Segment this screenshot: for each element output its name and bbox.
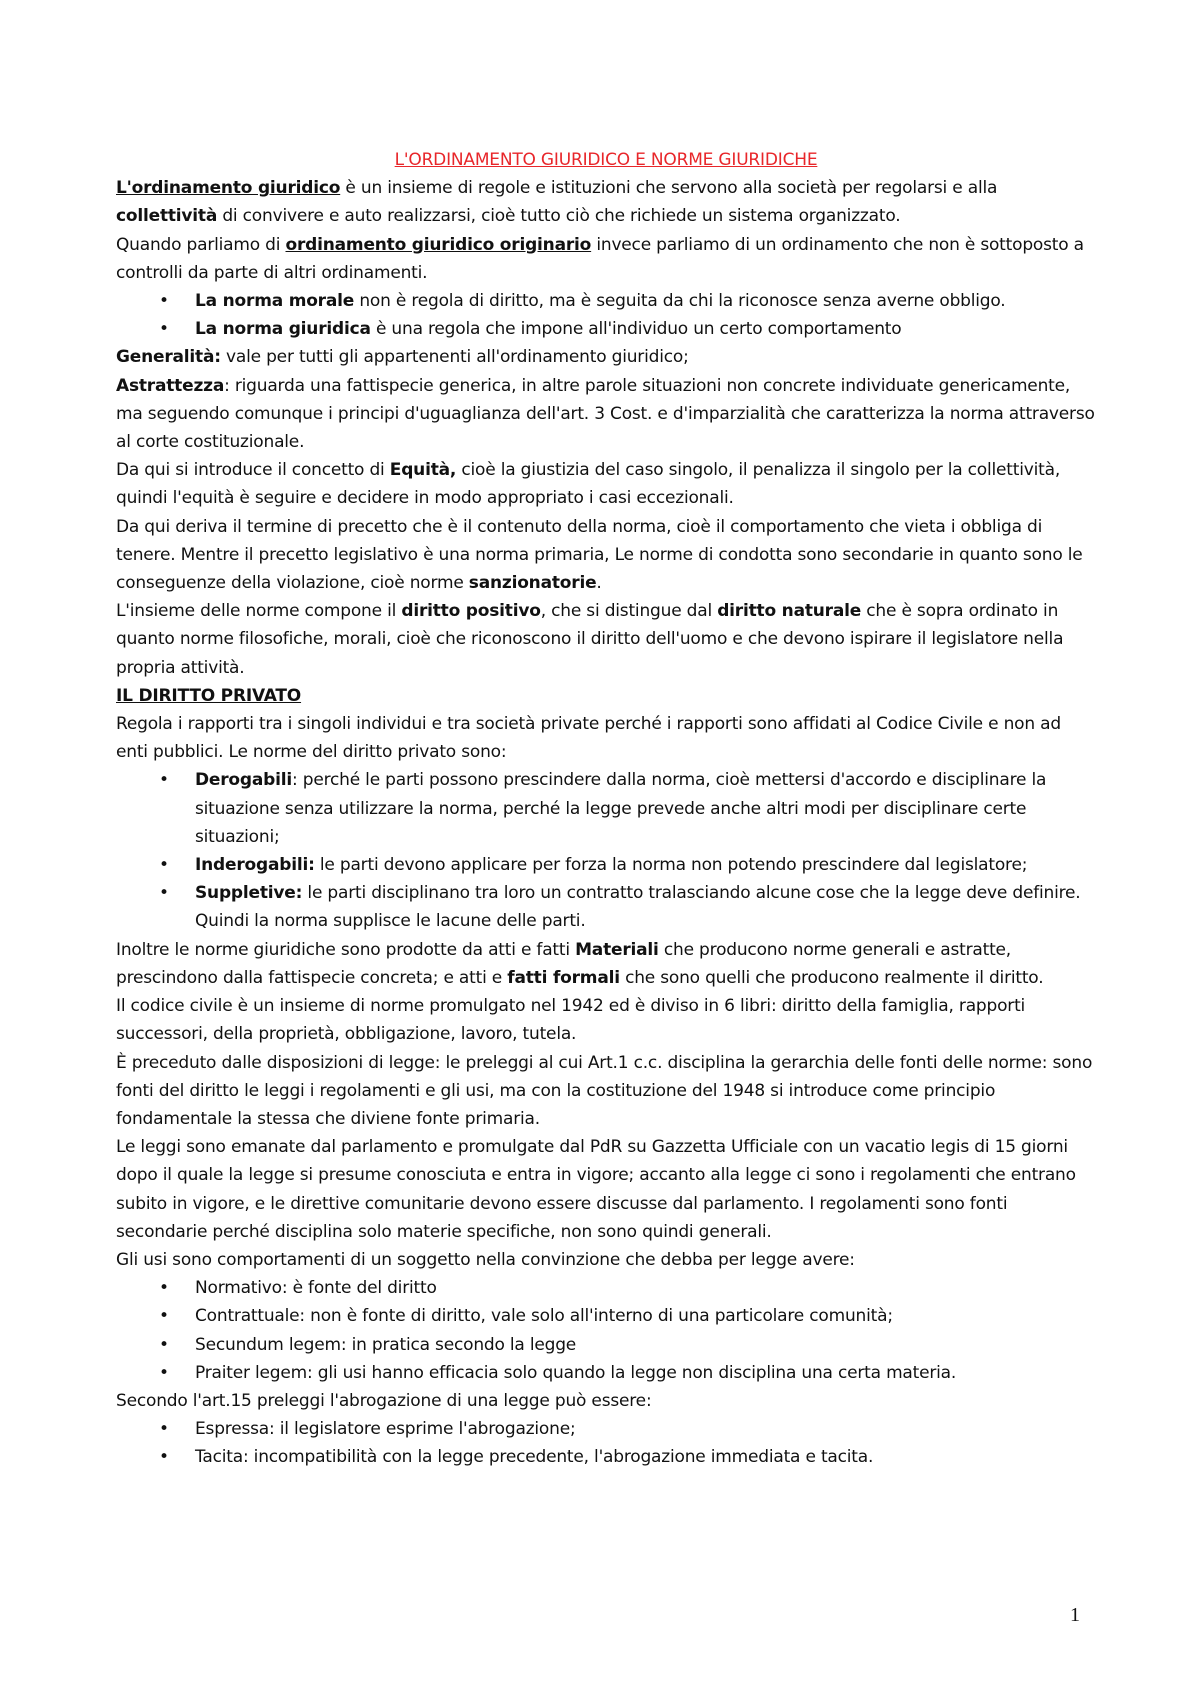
list-item bbox=[195, 315, 1096, 343]
list-abrogazione bbox=[116, 1415, 1096, 1471]
paragraph-precetto bbox=[116, 513, 1096, 598]
term-materiali: Materiali bbox=[575, 939, 659, 960]
paragraph-codice-civile: Il codice civile è un insieme di norme promulgato nel 1942 ed è diviso in 6 libri: diritto della famiglia, rapporti successori, della proprietà, obbligazione, lavoro, tutela. bbox=[116, 996, 1026, 1045]
text: : perché le parti possono prescindere dalla norma, cioè mettersi d'accordo e disciplinare la situazione senza utilizzare la norma, perché la legge prevede anche altri modi per disciplinare certe situazioni; bbox=[195, 770, 1047, 847]
text: , che si distingue dal bbox=[540, 601, 718, 622]
term-generalita: Generalità: bbox=[116, 347, 221, 368]
list-usi bbox=[116, 1274, 1096, 1387]
term-ordinamento-giuridico: L'ordinamento giuridico bbox=[116, 178, 341, 199]
text: invece parliamo di un ordinamento che non è sottoposto a controlli da parte di altri ordinamenti. bbox=[116, 234, 1084, 283]
text: le parti disciplinano tra loro un contratto tralasciando alcune cose che la legge deve definire. Quindi la norma supplisce le lacune delle parti. bbox=[195, 883, 1081, 932]
list-item: • Contrattuale: non è fonte di diritto, vale solo all'interno di una particolare comunità; bbox=[195, 1302, 1096, 1330]
text: : riguarda una fattispecie generica, in altre parole situazioni non concrete individuate genericamente, ma seguendo comunque i principi d'uguaglianza dell'art. 3 Cost. e d'imparzialità che caratterizza la norma attraverso al corte costituzionale. bbox=[116, 375, 1095, 453]
text: le parti devono applicare per forza la norma non potendo prescindere dal legislatore; bbox=[314, 855, 1028, 876]
paragraph-preleggi: È preceduto dalle disposizioni di legge: le preleggi al cui Art.1 c.c. disciplina la gerarchia delle fonti delle norme: sono fonti del diritto le leggi i regolamenti e gli usi, ma con la costituzione del 1948 si introduce come principio fondamentale la stessa che diviene fonte primaria. bbox=[116, 1052, 1093, 1129]
term-collettivita: collettività bbox=[116, 206, 218, 227]
term: La norma morale bbox=[195, 291, 355, 312]
paragraph-astrattezza bbox=[116, 372, 1096, 457]
text: cioè la giustizia del caso singolo, il penalizza il singolo per la collettività, quindi l'equità è seguire e decidere in modo appropriato i casi eccezionali. bbox=[116, 460, 1061, 509]
section-title-diritto-privato: IL DIRITTO PRIVATO bbox=[116, 685, 302, 706]
list-item bbox=[195, 287, 1096, 315]
paragraph-atti-fatti bbox=[116, 936, 1096, 992]
paragraph-equita bbox=[116, 456, 1096, 512]
text: che sono quelli che producono realmente il diritto. bbox=[619, 967, 1044, 988]
document-page bbox=[116, 146, 1096, 1472]
paragraph-leggi: Le leggi sono emanate dal parlamento e promulgate dal PdR su Gazzetta Ufficiale con un vacatio legis di 15 giorni dopo il quale la legge si presume conosciuta e entra in vigore; accanto alla legge ci sono i regolamenti che entrano subito in vigore, e le direttive comunitarie devono essere discusse dal parlamento. I regolamenti sono fonti secondarie perché disciplina solo materie specifiche, non sono quindi generali. bbox=[116, 1137, 1076, 1242]
text: Quando parliamo di bbox=[116, 234, 286, 255]
paragraph-abrogazione: Secondo l'art.15 preleggi l'abrogazione di una legge può essere: bbox=[116, 1390, 652, 1411]
term-diritto-naturale: diritto naturale bbox=[717, 601, 862, 622]
term: Suppletive: bbox=[195, 883, 303, 904]
text: Da qui deriva il termine di precetto che è il contenuto della norma, cioè il comportamento che vieta i obbliga di tenere. Mentre il precetto legislativo è una norma primaria, Le norme di condotta sono secondarie in quanto sono le conseguenze della violazione, cioè norme bbox=[116, 516, 1083, 594]
list-norme bbox=[116, 287, 1096, 343]
paragraph-ordinamento bbox=[116, 174, 1096, 230]
list-item: • Praiter legem: gli usi hanno efficacia solo quando la legge non disciplina una certa materia. bbox=[195, 1359, 1096, 1387]
paragraph-diritto-positivo bbox=[116, 597, 1096, 682]
list-item: • Secundum legem: in pratica secondo la legge bbox=[195, 1331, 1096, 1359]
term-astrattezza: Astrattezza bbox=[116, 375, 225, 396]
term: Inderogabili: bbox=[195, 855, 315, 876]
list-item: • Espressa: il legislatore esprime l'abrogazione; bbox=[195, 1415, 1096, 1443]
paragraph-originario bbox=[116, 231, 1096, 287]
text: . bbox=[596, 573, 602, 594]
text: è un insieme di regole e istituzioni che servono alla società per regolarsi e alla bbox=[340, 178, 998, 199]
list-item: • Normativo: è fonte del diritto bbox=[195, 1274, 1096, 1302]
page-number: 1 bbox=[1070, 1604, 1080, 1626]
list-norme-diritto-privato bbox=[116, 766, 1096, 935]
term: La norma giuridica bbox=[195, 319, 371, 340]
list-item bbox=[195, 851, 1096, 879]
term-fatti-formali: fatti formali bbox=[507, 967, 620, 988]
list-item bbox=[195, 879, 1096, 935]
text: vale per tutti gli appartenenti all'ordinamento giuridico; bbox=[220, 347, 689, 368]
term-diritto-positivo: diritto positivo bbox=[401, 601, 541, 622]
list-item bbox=[195, 766, 1096, 851]
term-ordinamento-originario: ordinamento giuridico originario bbox=[285, 234, 592, 255]
text: è una regola che impone all'individuo un certo comportamento bbox=[370, 319, 902, 340]
term: Derogabili bbox=[195, 770, 292, 791]
paragraph-diritto-privato: Regola i rapporti tra i singoli individui e tra società private perché i rapporti sono affidati al Codice Civile e non ad enti pubblici. Le norme del diritto privato sono: bbox=[116, 714, 1061, 763]
list-item: • Tacita: incompatibilità con la legge precedente, l'abrogazione immediata e tacita. bbox=[195, 1443, 1096, 1471]
text: L'insieme delle norme compone il bbox=[116, 601, 402, 622]
text: che producono norme generali e astratte, prescindono dalla fattispecie concreta; e atti e bbox=[116, 939, 1011, 988]
text: Da qui si introduce il concetto di bbox=[116, 460, 390, 481]
paragraph-generalita bbox=[116, 343, 1096, 371]
text: Inoltre le norme giuridiche sono prodotte da atti e fatti bbox=[116, 939, 576, 960]
text: che è sopra ordinato in quanto norme filosofiche, morali, cioè che riconoscono il diritto dell'uomo e che devono ispirare il legislatore nella propria attività. bbox=[116, 601, 1064, 678]
document-title: L'ORDINAMENTO GIURIDICO E NORME GIURIDICHE bbox=[394, 150, 818, 170]
term-sanzionatorie: sanzionatorie bbox=[468, 573, 597, 594]
term-equita: Equità, bbox=[389, 460, 457, 481]
paragraph-usi: Gli usi sono comportamenti di un soggetto nella convinzione che debba per legge avere: bbox=[116, 1249, 855, 1270]
text: di convivere e auto realizzarsi, cioè tutto ciò che richiede un sistema organizzato. bbox=[217, 206, 901, 227]
text: non è regola di diritto, ma è seguita da chi la riconosce senza averne obbligo. bbox=[354, 291, 1006, 312]
